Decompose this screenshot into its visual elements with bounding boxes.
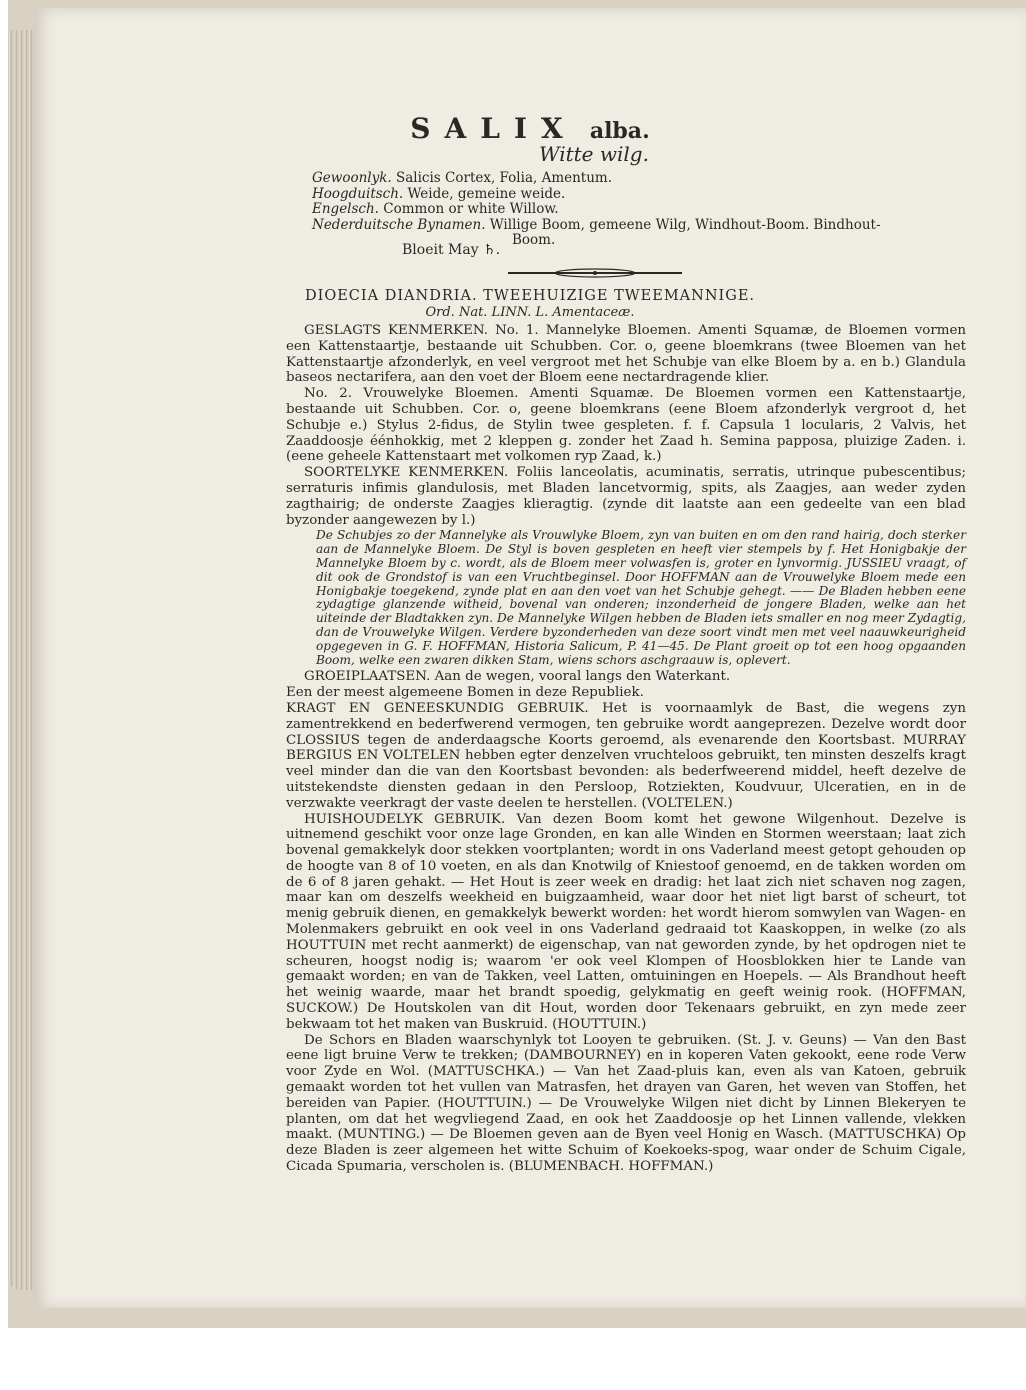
natural-order: Ord. Nat. LINN. L. Amentaceæ. [425,305,635,320]
ornamental-rule [506,268,684,278]
name-line: Nederduitsche Bynamen. Willige Boom, gemeene Wilg, Windhout-Boom. Bindhout- [312,216,881,233]
paragraph-no2: No. 2. Vrouwelyke Bloemen. Amenti Squamæ. De Bloemen vormen een Kattenstaartje, bestaande uit Schubben. Cor. o, geene bloemkrans (eene Bloem afzonderlyk vergroot d, het Schubje e.) Stylus 2-fidus, de Stylin twee gespleten. f. f. Capsula 1 locularis, 2 Valvis, het Zaaddoosje éénhokkig, met 2 kleppen g. zonder het Zaad h. Semina papposa, pluizige Zaden. i. (eene geheele Kattenstaart met volkomen ryp Zaad, k.) [286,386,966,465]
paragraph-geslagts: GESLAGTS KENMERKEN. No. 1. Mannelyke Bloemen. Amenti Squamæ, de Bloemen vormen een Kattenstaartje, bestaande uit Schubben. Cor. o, geene bloemkrans (twee Bloemen van het Kattenstaartje afzonderlyk, en veel vergroot met het Schubje van elke Bloem by a. en b.) Glandula baseos nectarifera, aan den voet der Bloem eene nectardragende klier. [286,323,966,386]
name-line: Boom. [512,232,556,248]
page-title [34,112,1026,145]
paragraph-groeiplaatsen: GROEIPLAATSEN. Aan de wegen, vooral langs den Waterkant. [304,669,731,685]
paragraph-soortelyke: SOORTELYKE KENMERKEN. Foliis lanceolatis, acuminatis, serratis, utrinque pubescentibus; serraturis infimis glandulosis, met Bladen lancetvormig, spits, als Zaagjes, aan weder zyden zagthairig; de onderste Zaagjes klieragtig. (zynde dit laatste aan een gedeelte van een blad byzonder aangewezen by l.) [286,465,966,528]
paragraph-huishoudelyk: HUISHOUDELYK GEBRUIK. Van dezen Boom komt het gewone Wilgenhout. Dezelve is uitnemend geschikt voor onze lage Gronden, en kan alle Winden en Stormen weerstaan; laat zich bovenal gemakkelyk door stekken voortplanten; wordt in ons Vaderland meest getopt gehouden op de hoogte van 8 of 10 voeten, en als dan Knotwilg of Kniestoof genoemd, en de takken worden om de 6 of 8 jaren gehakt. — Het Hout is zeer week en dradig: het laat zich niet schaven nog zagen, maar kan om deszelfs weekheid en buigzaamheid, waar door het niet ligt barst of scheurt, tot menig gebruik dienen, en gemakkelyk bewerkt worden: het wordt hierom somwylen van Wagen- en Molenmakers gebruikt en ook veel in ons Vaderland gedraaid tot Kaaskoppen, in welke (zo als HOUTTUIN met recht aanmerkt) de eigenschap, van nat geworden zynde, by het opdrogen niet te scheuren, hoogst nodig is; waarom 'er ook veel Klompen of Hoosblokken hier te Lande van gemaakt worden; en van de Takken, veel Latten, omtuiningen en Hoepels. — Als Brandhout heeft het weinig waarde, maar het brandt spoedig, gelykmatig en geeft weinig rook. (HOFFMAN, SUCKOW.) De Houtskolen van dit Hout, worden door Tekenaars gebruikt, en zyn mede zeer bekwaam tot het maken van Buskruid. (HOUTTUIN.) [286,811,966,1032]
footnote: De Schubjes zo der Mannelyke als Vrouwlyke Bloem, zyn van buiten en om den rand hairig, doch sterker aan de Mannelyke Bloem. De Styl is boven gespleten en heeft vier stempels by f. Het Honigbakje der Mannelyke Bloem by c. wordt, als de Bloem meer volwasfen is, groter en lynvormig. JUSSIEU vraagt, of dit ook de Grondstof is van een Vruchtbeginsel. Door HOFFMAN aan de Vrouwelyke Bloem mede een Honigbakje toegekend, zynde plat en aan den voet van het Schubje gehegt. —— De Bladen hebben eene zydagtige glanzende witheid, bovenal van onderen; inzonderheid de jongere Bladen, welke aan het uiteinde der Bladtakken zyn. De Mannelyke Wilgen hebben de Bladen iets smaller en nog meer Zydagtig, dan de Vrouwelyke Wilgen. Verdere byzonderheden van deze soort vindt men met veel naauwkeurigheid opgegeven in G. F. HOFFMAN, Historia Salicum, P. 41—45. De Plant groeit op tot een hoog opgaanden Boom, welke een zwaren dikken Stam, wiens schors aschgraauw is, oplevert. [316,528,966,667]
vernacular-names [312,171,952,249]
paragraph-schors: De Schors en Bladen waarschynlyk tot Looyen te gebruiken. (St. J. v. Geuns) — Van den Bast eene ligt bruine Verw te trekken; (DAMBOURNEY) en in koperen Vaten gekookt, eene rode Verw voor Zyde en Wol. (MATTUSCHKA.) — Van het Zaad-pluis kan, even als van Katoen, gebruik gemaakt worden tot het vullen van Matrasfen, het drayen van Garen, het weven van Stoffen, het bereiden van Papier. (HOUTTUIN.) — De Vrouwelyke Wilgen niet dicht by Linnen Blekeryen te planten, om dat het wegvliegend Zaad, en ook het Zaaddoosje op het Linnen vallende, vlekken maakt. (MUNTING.) — De Bloemen geven aan de Byen veel Honig en Wasch. (MATTUSCHKA) Op deze Bladen is zeer algemeen het witte Schuim of Koekoeks-spog, waar onder de Schuim Cigale, Cicada Spumaria, verscholen is. (BLUMENBACH. HOFFMAN.) [286,1032,966,1175]
common-name: Witte wilg. [539,142,649,166]
name-line: Engelsch. Common or white Willow. [312,201,559,217]
classification-heading: DIOECIA DIANDRIA. TWEEHUIZIGE TWEEMANNIGE. [304,288,756,304]
description-body [286,323,966,1175]
genus-name: SALIX [410,112,577,145]
name-line: Gewoonlyk. Salicis Cortex, Folia, Amentum. [312,170,613,186]
name-line: Hoogduitsch. Weide, gemeine weide. [312,185,566,202]
book-page [34,8,1026,1308]
paragraph-kragt: KRAGT EN GENEESKUNDIG GEBRUIK. Het is voornaamlyk de Bast, die wegens zyn zamentrekkend en bederfwerend vermogen, ten gebruike wordt aangeprezen. Dezelve wordt door CLOSSIUS tegen de anderdaagsche Koorts geroemd, als evenarende den Koortsbast. MURRAY BERGIUS EN VOLTELEN hebben egter denzelven vruchteloos gebruikt, ten minsten deszelfs kragt veel minder dan die van den Koortsbast bevonden: als bederfweerend middel, heeft dezelve de uitstekendste diensten gedaan in den Persloop, Rotziekten, Koudvuur, Ulceratien, en in de verzwakte veerkragt der vaste deelen te herstellen. (VOLTELEN.) [286,700,966,811]
flowering-time: Bloeit May ♄. [402,242,501,258]
paragraph-groeiplaatsen-2: Een der meest algemeene Bomen in deze Republiek. [286,685,644,701]
species-name: alba. [589,118,650,144]
